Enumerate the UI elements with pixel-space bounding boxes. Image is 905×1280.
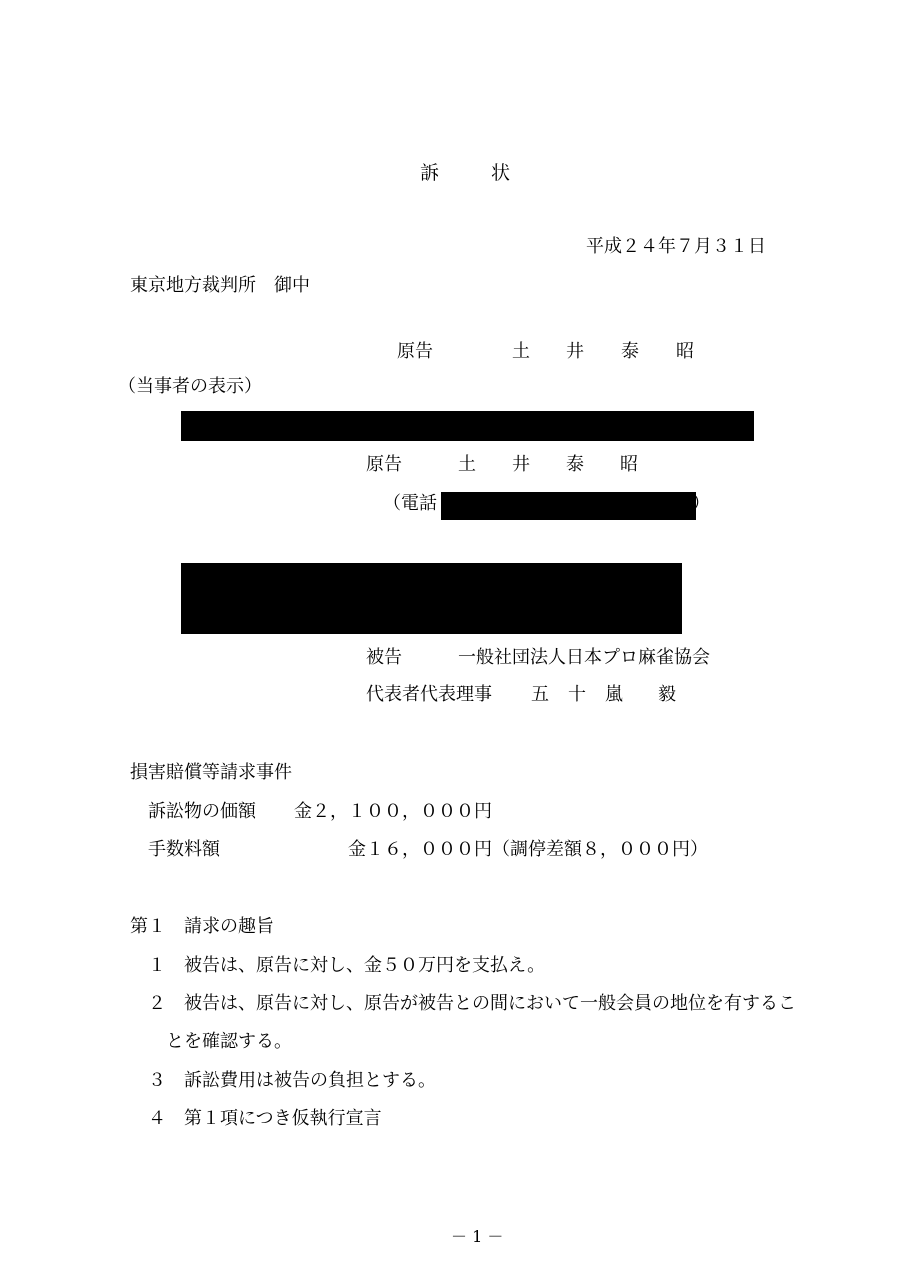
phone-suffix: ） (692, 493, 710, 514)
plaintiff-name-1: 土 (458, 454, 476, 475)
plaintiff-address-redaction (181, 411, 754, 441)
filer-role: 原告 (397, 341, 433, 362)
phone-number-redaction (441, 492, 696, 520)
filer-name-1: 土 (512, 341, 530, 362)
document-title-char-1: 訴 (420, 162, 440, 184)
claim-item-4: ４ 第１項につき仮執行宣言 (148, 1108, 382, 1129)
representative-name-4: 毅 (658, 684, 676, 705)
claim-value: 金２，１００，０００円 (294, 801, 492, 822)
defendant-address-redaction (181, 563, 682, 634)
page-number: － 1 － (451, 1227, 504, 1246)
representative-name-2: 十 (568, 684, 586, 705)
case-name: 損害賠償等請求事件 (130, 762, 292, 783)
phone-prefix: （電話 (383, 493, 437, 514)
plaintiff-name-2: 井 (512, 454, 530, 475)
filer-name-3: 泰 (621, 341, 639, 362)
filer-name-4: 昭 (676, 341, 694, 362)
filer-name-2: 井 (566, 341, 584, 362)
claim-item-2: ２ 被告は、原告に対し、原告が被告との間において一般会員の地位を有するこ (148, 993, 796, 1014)
plaintiff-role: 原告 (366, 454, 402, 475)
plaintiff-name-3: 泰 (566, 454, 584, 475)
claim-value-label: 訴訟物の価額 (148, 801, 256, 822)
representative-name-1: 五 (531, 684, 549, 705)
defendant-role: 被告 (366, 647, 402, 668)
fee-label: 手数料額 (148, 839, 220, 860)
claim-item-3: ３ 訴訟費用は被告の負担とする。 (148, 1070, 436, 1091)
fee-value: 金１６，０００円（調停差額８，０００円） (348, 839, 708, 860)
parties-heading: （当事者の表示） (118, 376, 262, 397)
claim-item-1: １ 被告は、原告に対し、金５０万円を支払え。 (148, 955, 546, 976)
section-heading: 第１ 請求の趣旨 (130, 916, 274, 937)
claim-item-2-continued: とを確認する。 (166, 1031, 292, 1052)
court-addressee: 東京地方裁判所 御中 (130, 275, 310, 296)
document-title-char-2: 状 (491, 162, 511, 184)
filing-date: 平成２４年７月３１日 (586, 236, 766, 257)
plaintiff-name-4: 昭 (620, 454, 638, 475)
representative-title: 代表者代表理事 (366, 684, 492, 705)
defendant-organization: 一般社団法人日本プロ麻雀協会 (458, 647, 710, 668)
representative-name-3: 嵐 (605, 684, 623, 705)
